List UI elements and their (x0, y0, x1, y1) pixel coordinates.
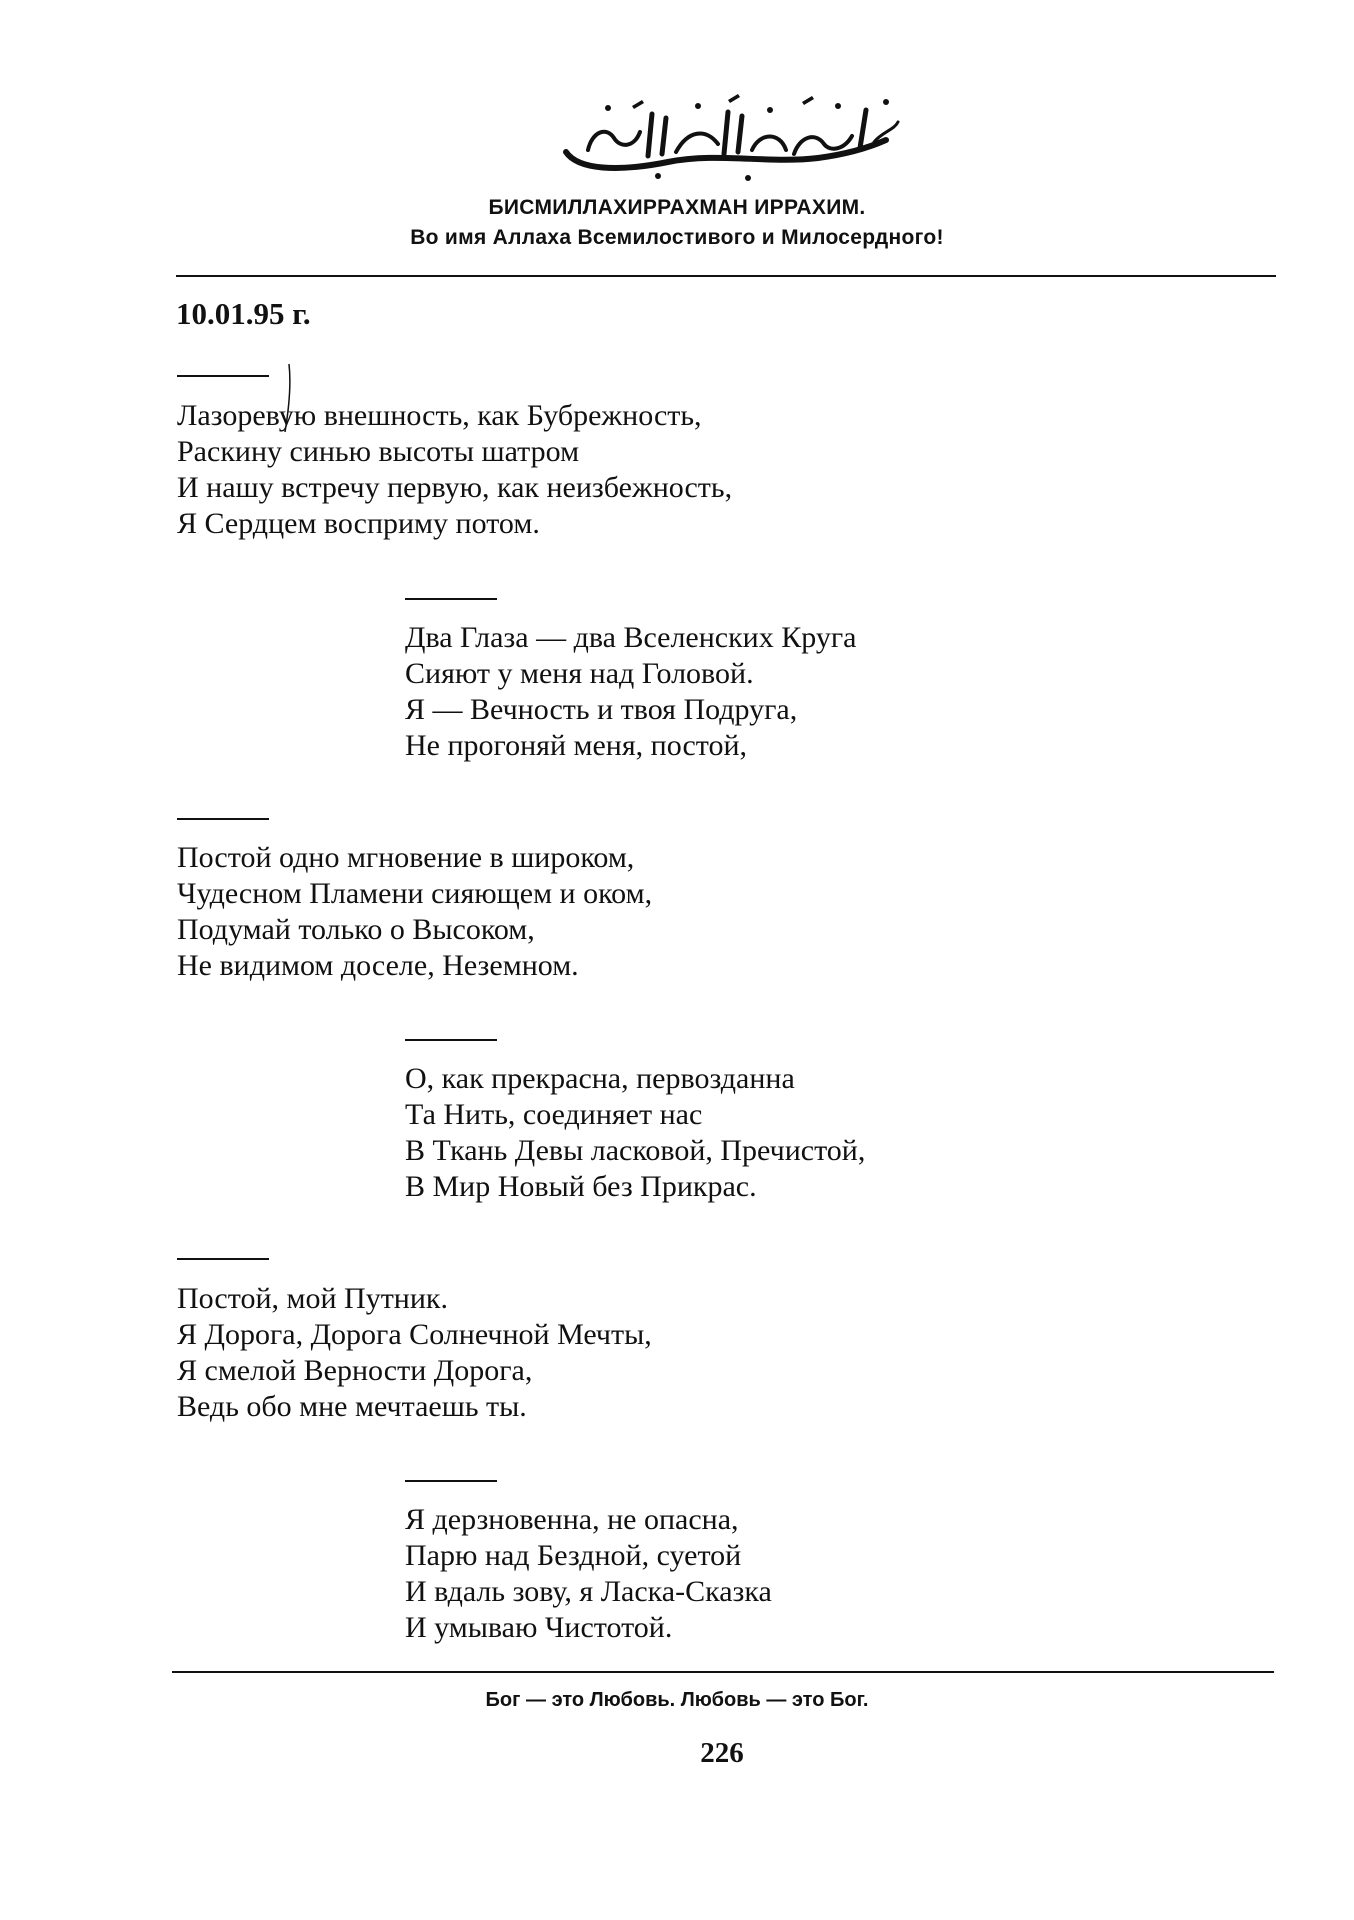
section-dash (177, 375, 269, 377)
verse-line: Постой, мой Путник. (177, 1282, 448, 1315)
verse-line: Парю над Бездной, суетой (405, 1539, 742, 1572)
page-number: 226 (700, 1737, 744, 1769)
verse-line: И вдаль зову, я Ласка-Сказка (405, 1575, 772, 1608)
stanza (177, 840, 652, 984)
bismillah-calligraphy (548, 92, 908, 184)
header-subtitle: Во имя Аллаха Всемилостивого и Милосердного! (410, 226, 944, 249)
verse-line: И умываю Чистотой. (405, 1611, 673, 1644)
footer-divider (172, 1671, 1274, 1673)
verse-line: В Мир Новый без Прикрас. (405, 1170, 757, 1203)
section-dash (405, 1480, 497, 1482)
section-dash (405, 1039, 497, 1041)
date-heading: 10.01.95 г. (176, 296, 311, 331)
verse-line: Ведь обо мне мечтаешь ты. (177, 1390, 527, 1423)
stanza (405, 1502, 772, 1646)
verse-line: Я Сердцем восприму потом. (177, 507, 540, 540)
verse-line: Я дерзновенна, не опасна, (405, 1503, 739, 1536)
verse-line: Постой одно мгновение в широком, (177, 841, 635, 874)
verse-line: Я Дорога, Дорога Солнечной Мечты, (177, 1318, 652, 1351)
stanza (177, 1281, 652, 1425)
verse-line: Не прогоняй меня, постой, (405, 729, 748, 762)
verse-line: Я смелой Верности Дорога, (177, 1354, 533, 1387)
stanza (405, 620, 856, 764)
verse-line: Не видимом доселе, Неземном. (177, 949, 579, 982)
stanza (405, 1061, 865, 1205)
verse-line: Чудесном Пламени сияющем и оком, (177, 877, 653, 910)
section-dash (177, 1258, 269, 1260)
stanza (177, 398, 732, 542)
section-dash (177, 818, 269, 820)
footer-motto: Бог — это Любовь. Любовь — это Бог. (485, 1689, 869, 1711)
header-divider (176, 275, 1276, 277)
verse-line: Сияют у меня над Головой. (405, 657, 754, 690)
verse-line: Та Нить, соединяет нас (405, 1098, 703, 1131)
section-dash (405, 598, 497, 600)
verse-line: Два Глаза — два Вселенских Круга (405, 621, 857, 654)
verse-line: Раскину синью высоты шатром (177, 435, 580, 468)
verse-line: И нашу встречу первую, как неизбежность, (177, 471, 733, 504)
verse-line: Лазоревую внешность, как Бубрежность, (177, 399, 702, 432)
verse-line: Подумай только о Высоком, (177, 913, 535, 946)
verse-line: О, как прекрасна, первозданна (405, 1062, 795, 1095)
verse-line: Я — Вечность и твоя Подруга, (405, 693, 798, 726)
verse-line: В Ткань Девы ласковой, Пречистой, (405, 1134, 866, 1167)
header-title: БИСМИЛЛАХИРРАХМАН ИРРАХИМ. (488, 196, 866, 219)
